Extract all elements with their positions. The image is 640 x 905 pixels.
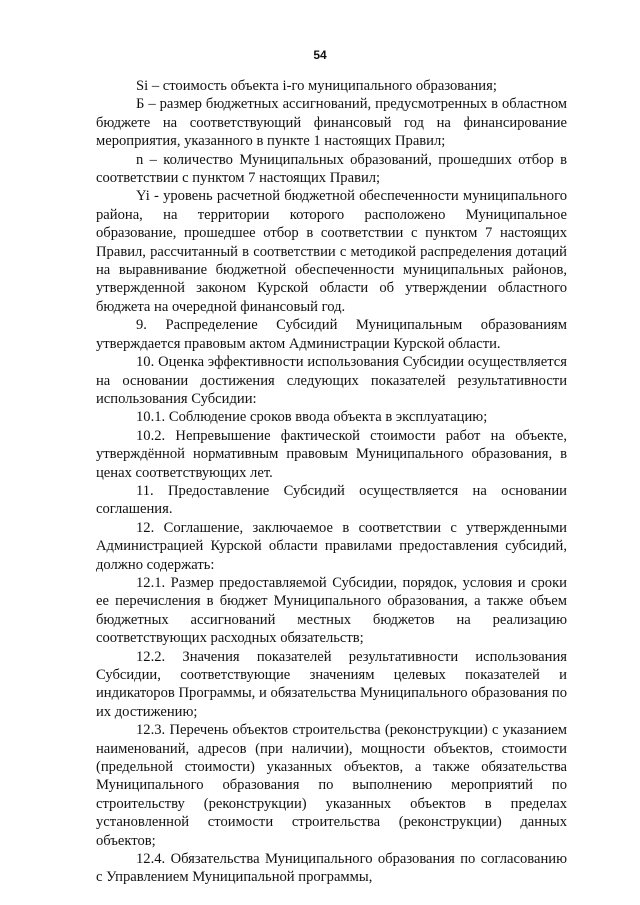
paragraph-11: 11. Предоставление Субсидий осуществляется на основании соглашения. [96,482,567,518]
paragraph-b-definition: Б – размер бюджетных ассигнований, предусмотренных в областном бюджете на соответствующий финансовый год на финансирование мероприятия, указанного в пункте 1 настоящих Правил; [96,96,567,150]
paragraph-9: 9. Распределение Субсидий Муниципальным образованиям утверждается правовым актом Администрации Курской области. [96,317,567,352]
paragraph-si-definition: Si – стоимость объекта i-го муниципального образования; [136,78,497,94]
paragraph-12-4: 12.4. Обязательства Муниципального образования по согласованию с Управлением Муниципальной программы, [96,851,567,886]
paragraph-10: 10. Оценка эффективности использования Субсидии осуществляется на основании достижения следующих показателей результативности использования Субсидии: [96,354,567,407]
paragraph-yi-definition: Yi - уровень расчетной бюджетной обеспеченности муниципального района, на территории которого расположено Муниципальное образование, прошедшее отбор в соответствии с пунктом 7 настоящих Правил, рассчитанный в соответствии с методикой распределения дотаций на выравнивание бюджетной обеспеченности муниципальных районов, утвержденной законом Курской области об утверждении областного бюджета на очередной финансовый год. [96,188,567,315]
paragraph-10-2: 10.2. Непревышение фактической стоимости работ на объекте, утверждённой нормативным правовым Муниципального образования, в ценах соответствующих лет. [96,427,567,481]
paragraph-12: 12. Соглашение, заключаемое в соответствии с утвержденными Администрацией Курской области правилами предоставления субсидий, должно содержать: [96,519,567,573]
paragraph-12-1: 12.1. Размер предоставляемой Субсидии, порядок, условия и сроки ее перечисления в бюджет Муниципального образования, а также объем бюджетных ассигнований местных бюджетов на реализацию соответствующих расходных обязательств; [96,574,567,647]
document-body [96,77,567,887]
paragraph-12-3: 12.3. Перечень объектов строительства (реконструкции) с указанием наименований, адресов (при наличии), мощности объектов, стоимости (предельной стоимости) указанных объектов, а также обязательства Муниципального образования по выполнению мероприятий по строительству (реконструкции) указанных объектов в пределах установленной стоимости строительства (реконструкции) данных объектов; [96,722,567,849]
paragraph-10-1: 10.1. Соблюдение сроков ввода объекта в эксплуатацию; [136,409,488,426]
paragraph-n-definition: n – количество Муниципальных образований, прошедших отбор в соответствии с пунктом 7 настоящих Правил; [96,151,567,187]
paragraph-12-2: 12.2. Значения показателей результативности использования Субсидии, соответствующие значениям целевых показателей и индикаторов Программы, и обязательства Муниципального образования по их достижению; [96,648,567,720]
page-number: 54 [313,48,327,62]
